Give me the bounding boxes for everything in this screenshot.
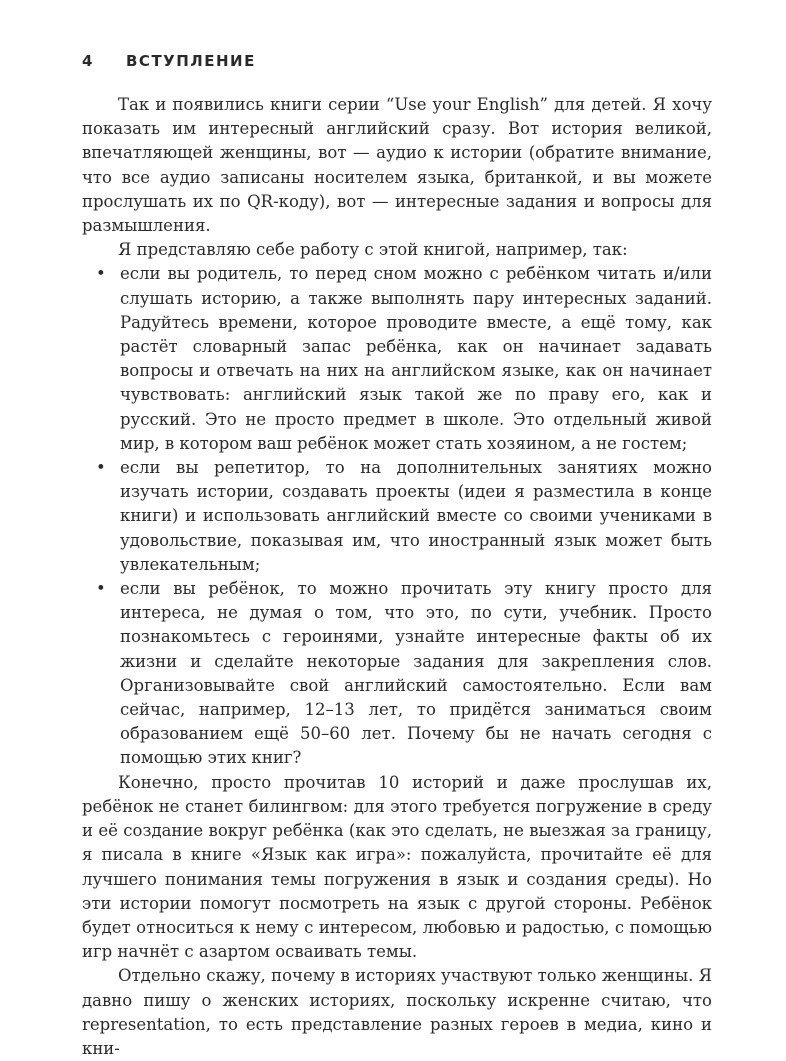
paragraph: Я представляю себе работу с этой книгой, например, так: [118, 240, 628, 260]
bullet-icon: • [96, 458, 106, 478]
running-header [82, 52, 256, 70]
page-number: 4 [82, 52, 94, 70]
bullet-icon: • [96, 264, 106, 284]
list-item-text: если вы ребёнок, то можно прочитать эту книгу просто для интереса, не думая о том, что это, по сути, учебник. Просто познакомьтесь с героинями, узнайте интересные факты об их жизни и сделайте некоторые задания для закрепления слов. Организовывайте свой английский самостоятельно. Если вам сейчас, например, 12–13 лет, то придётся заниматься своим образованием ещё 50–60 лет. Почему бы не начать сегодня с помощью этих книг? [120, 579, 712, 768]
list-item [82, 262, 712, 456]
paragraph: Отдельно скажу, почему в историях участвуют только женщины. Я давно пишу о женских историях, поскольку искренне считаю, что representation, то есть представление разных героев в медиа, кино и кни- [82, 966, 712, 1058]
bullet-list [82, 262, 712, 770]
bullet-icon: • [96, 579, 106, 599]
paragraph: Так и появились книги серии “Use your English” для детей. Я хочу показать им интересный английский сразу. Вот история великой, впечатляющей женщины, вот — аудио к истории (обратите внимание, что все аудио записаны носителем языка, британкой, и вы можете прослушать их по QR-коду), вот — интересные задания и вопросы для размышления. [82, 95, 712, 236]
body-text [82, 93, 712, 1061]
list-item [82, 577, 712, 771]
list-item-text: если вы родитель, то перед сном можно с ребёнком читать и/или слушать историю, а также выполнять пару интересных заданий. Радуйтесь времени, которое проводите вместе, а ещё тому, как растёт словарный запас ребёнка, как он начинает задавать вопросы и отвечать на них на английском языке, как он начинает чувствовать: английский язык такой же по праву его, как и русский. Это не просто предмет в школе. Это отдельный живой мир, в котором ваш ребёнок может стать хозяином, а не гостем; [120, 264, 712, 453]
paragraph: Конечно, просто прочитав 10 историй и даже прослушав их, ребёнок не станет билингвом: для этого требуется погружение в среду и её создание вокруг ребёнка (как это сделать, не выезжая за границу, я писала в книге «Язык как игра»: пожалуйста, прочитайте её для лучшего понимания темы погружения в язык и создания среды). Но эти истории помогут посмотреть на язык с другой стороны. Ребёнок будет относиться к нему с интересом, любовью и радостью, с помощью игр начнёт с азартом осваивать темы. [82, 772, 712, 962]
section-title: ВСТУПЛЕНИЕ [126, 52, 256, 70]
list-item-text: если вы репетитор, то на дополнительных занятиях можно изучать истории, создавать проекты (идеи я разместила в конце книги) и использовать английский вместе со своими учениками в удовольствие, показывая им, что иностранный язык может быть увлекательным; [120, 458, 712, 574]
list-item [82, 456, 712, 577]
